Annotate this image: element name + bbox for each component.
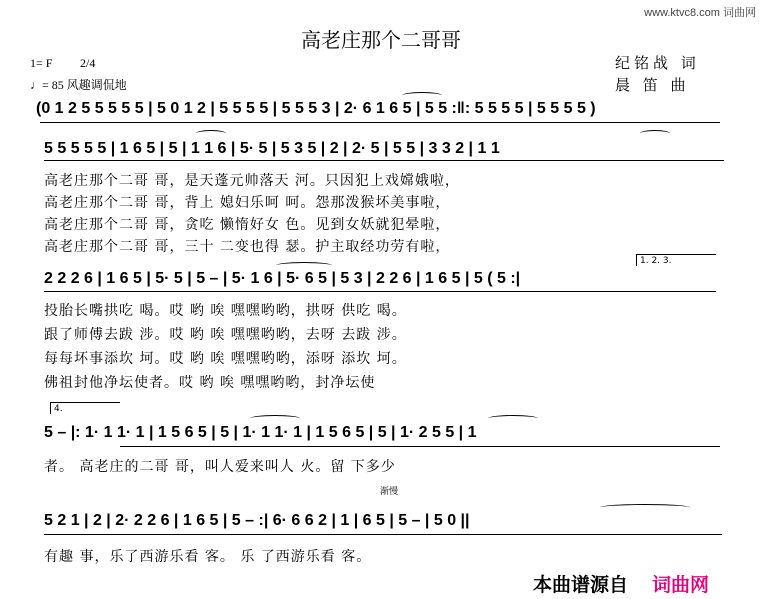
tie-arc-row2a: [196, 130, 226, 137]
volta-line-4: [50, 402, 120, 403]
beam-line-row3: [44, 291, 716, 292]
bridge-lyric-line: 者。 高老庄的二哥 哥，叫人爱来叫人 火。留 下多少: [44, 459, 396, 475]
ritardando-mark: 渐慢: [380, 487, 399, 497]
source-site-link[interactable]: 词曲网: [652, 575, 710, 596]
verse-lyric-line-1: 高老庄那个二哥 哥，是天蓬元帅落天 河。只因犯上戏嫦娥啦，: [44, 173, 460, 189]
bridge-notation-row: 5 – |: 1· 1 1· 1 | 1 5 6 5 | 5 | 1· 1 1· 1 | 1 5 6 5 | 5 | 1· 2 5 5 | 1: [44, 424, 477, 441]
chorus-lyric-line-3: 每每坏事添坎 坷。哎 哟 唉 嘿嘿哟哟，添呀 添坎 坷。: [44, 351, 407, 367]
tie-arc-row2b: [640, 130, 670, 137]
beam-line-row2: [44, 160, 724, 161]
coda-lyric-line: 有趣 事，乐了西游乐看 客。 乐 了西游乐看 客。: [44, 549, 372, 565]
chorus-notation-row: 2 2 2 6 | 1 6 5 | 5· 5 | 5 – | 5· 1 6 | 5· 6 5 | 5 3 | 2 2 6 | 1 6 5 | 5 ( 5 :|: [44, 270, 521, 287]
tempo-marking: ♩= 85 风趣调侃地: [30, 78, 127, 92]
tie-arc-row5: [600, 504, 690, 511]
source-note: 本曲谱源自: [533, 574, 629, 596]
time-signature: 2/4: [80, 56, 96, 70]
tie-arc-row4b: [488, 415, 538, 422]
verse-lyric-line-2: 高老庄那个二哥 哥，背上 媳妇乐呵 呵。怨那泼猴坏美事啦，: [44, 195, 451, 211]
coda-notation-row: 5 2 1 | 2 | 2· 2 2 6 | 1 6 5 | 5 – :| 6· 6 6 2 | 1 | 6 5 | 5 – | 5 0 ||: [44, 512, 470, 529]
volta-bracket-4: [50, 402, 51, 414]
volta-line-123: [636, 254, 716, 255]
chorus-lyric-line-2: 跟了师傅去跋 涉。哎 哟 唉 嘿嘿哟哟，去呀 去跋 涉。: [44, 327, 407, 343]
verse-notation-row: 5 5 5 5 5 | 1 6 5 | 5 | 1 1 6 | 5· 5 | 5 3 5 | 2 | 2· 5 | 5 5 | 3 3 2 | 1 1: [44, 140, 500, 157]
composer-credit: 晨 笛 曲: [615, 76, 690, 94]
beam-line-row4: [120, 446, 720, 447]
song-title: 高老庄那个二哥哥: [301, 28, 461, 52]
volta-4: 4.: [54, 404, 63, 414]
tie-arc-row4a: [250, 415, 300, 422]
beam-line-row5: [44, 534, 722, 535]
tie-arc-row3: [276, 262, 332, 269]
beam-line-row1: [40, 122, 720, 123]
volta-bracket-123: [636, 254, 637, 266]
chorus-lyric-line-4: 佛祖封他净坛使者。哎 哟 唉 嘿嘿哟哟，封净坛使: [44, 375, 376, 391]
lyricist-credit: 纪铭战 词: [615, 54, 700, 72]
intro-notation-row: (0 1 2 5 5 5 5 5 | 5 0 1 2 | 5 5 5 5 | 5 5 5 3 | 2· 6 1 6 5 | 5 5 :‖: 5 5 5 5 | 5 5 5 5 ): [36, 100, 596, 117]
tie-arc-row1: [402, 92, 442, 99]
key-signature: 1= F: [30, 56, 53, 70]
verse-lyric-line-3: 高老庄那个二哥 哥，贪吃 懒惰好女 色。见到女妖就犯晕啦，: [44, 217, 451, 233]
chorus-lyric-line-1: 投胎长嘴拱吃 喝。哎 哟 唉 嘿嘿哟哟，拱呀 供吃 喝。: [44, 303, 407, 319]
volta-123: 1. 2. 3.: [640, 256, 672, 266]
verse-lyric-line-4: 高老庄那个二哥 哥，三十 二变也得 瑟。护主取经功劳有啦，: [44, 239, 451, 255]
site-url[interactable]: www.ktvc8.com 词曲网: [644, 7, 756, 19]
